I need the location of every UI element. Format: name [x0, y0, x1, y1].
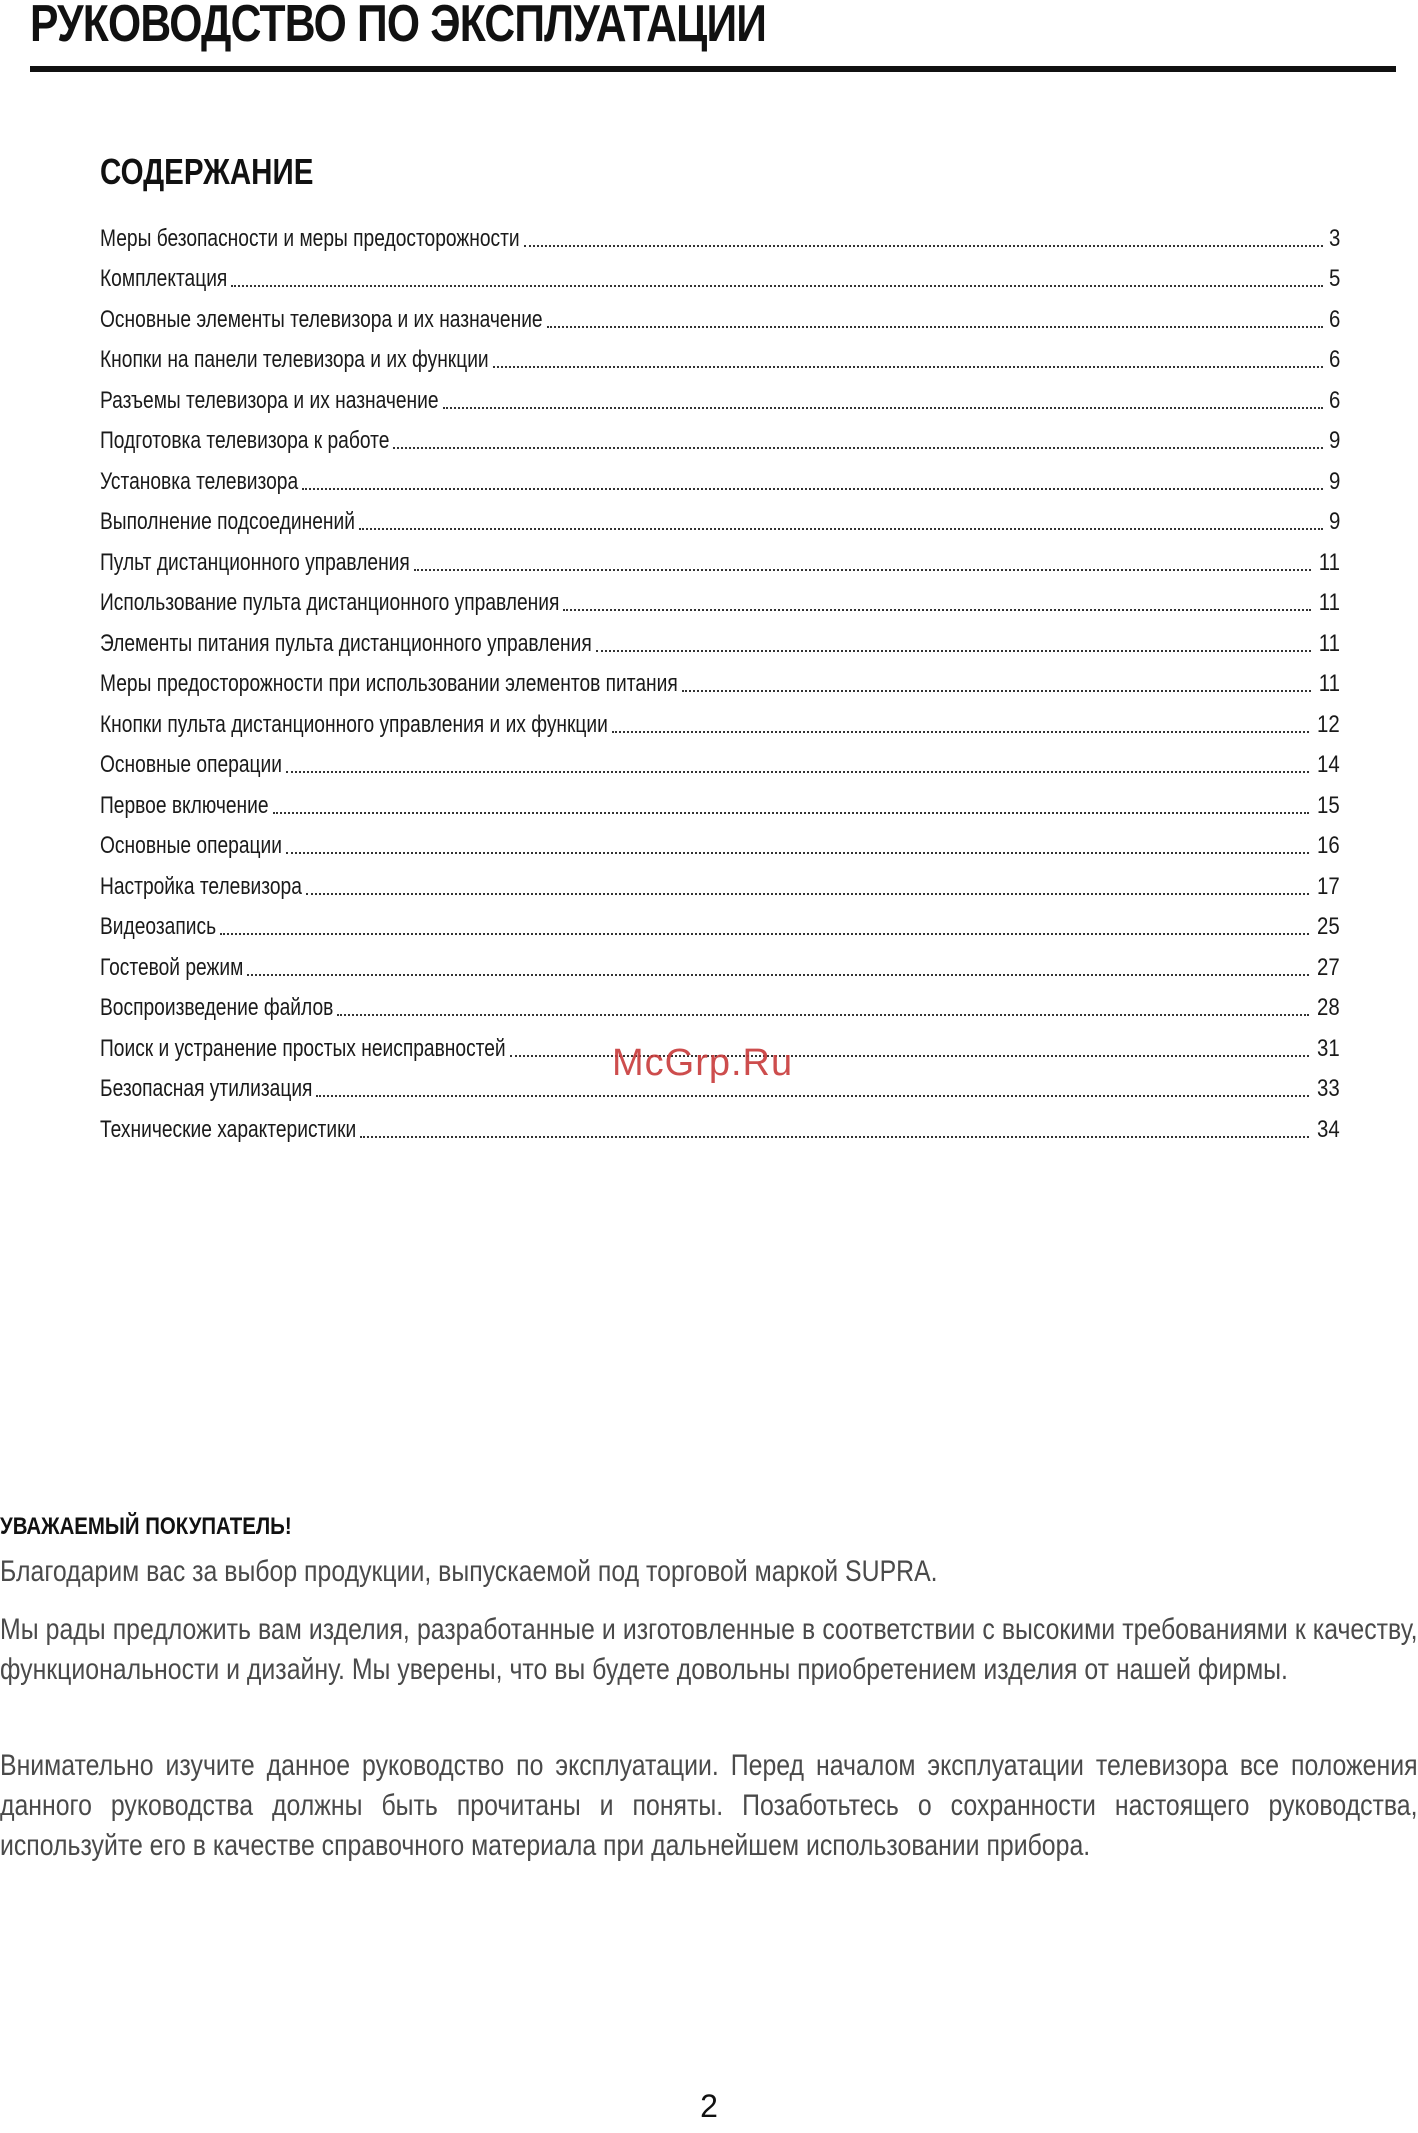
table-of-contents: [100, 150, 1340, 1144]
toc-leader-dots: [231, 284, 1322, 287]
toc-item-text: Пульт дистанционного управления: [100, 548, 410, 576]
toc-item-page: 27: [1317, 953, 1340, 981]
toc-leader-dots: [337, 1013, 1309, 1016]
toc-item: [100, 496, 1340, 537]
toc-item-text: Видеозапись: [100, 913, 217, 940]
toc-item: [100, 982, 1340, 1023]
toc-item-text: Основные элементы телевизора и их назначение: [100, 305, 543, 333]
toc-item: [100, 860, 1340, 901]
toc-leader-dots: [286, 851, 1309, 854]
toc-item-text-wrap: [100, 1035, 506, 1063]
toc-leader-dots: [359, 527, 1323, 530]
toc-item-text-wrap: [100, 1075, 312, 1103]
toc-item-text: Кнопки пульта дистанционного управления и их функции: [100, 710, 608, 738]
page-number: 2: [700, 2088, 718, 2124]
toc-item-text: Основные операции: [100, 751, 282, 778]
toc-item-text-wrap: [100, 387, 439, 415]
page-header: [30, 0, 1396, 72]
toc-item-page: 5: [1328, 265, 1340, 292]
toc-leader-dots: [563, 608, 1311, 611]
toc-item-text: Основные операции: [100, 832, 282, 859]
intro-paragraph-3: Внимательно изучите данное руководство по эксплуатации. Перед началом эксплуатации телевизора все положения данного руководства должны быть прочитаны и поняты. Позаботьтесь о сохранности настоящего руководства, используйте его в качестве справочного материала при дальнейшем использовании прибора.: [0, 1749, 1418, 1862]
toc-item-text: Меры безопасности и меры предосторожности: [100, 224, 520, 252]
toc-item: [100, 374, 1340, 415]
toc-leader-dots: [220, 932, 1309, 935]
toc-item-text: Первое включение: [100, 791, 269, 819]
toc-item-text-wrap: [100, 427, 389, 455]
intro-paragraph-1: Благодарим вас за выбор продукции, выпускаемой под торговой маркой SUPRA.: [0, 1555, 938, 1588]
toc-item-text-wrap: [100, 265, 227, 293]
toc-item-page: 28: [1317, 994, 1340, 1021]
toc-item-page: 14: [1317, 751, 1340, 778]
toc-item-page: 9: [1328, 508, 1340, 535]
toc-item-page: 9: [1328, 427, 1340, 454]
toc-leader-dots: [360, 1135, 1309, 1138]
toc-item-page: 6: [1328, 386, 1340, 414]
toc-item-text-wrap: [100, 994, 333, 1022]
toc-item-text-wrap: [100, 225, 520, 253]
toc-item: [100, 577, 1340, 618]
toc-item-text-wrap: [100, 751, 282, 779]
toc-item: [100, 779, 1340, 820]
toc-item-text-wrap: [100, 630, 592, 658]
toc-item-page: 16: [1317, 832, 1340, 859]
toc-leader-dots: [286, 770, 1309, 773]
toc-item-page: 3: [1328, 224, 1340, 252]
toc-item: [100, 698, 1340, 739]
toc-item-text-wrap: [100, 508, 355, 536]
toc-item: [100, 658, 1340, 699]
toc-item-page: 11: [1318, 589, 1340, 616]
toc-item: [100, 536, 1340, 577]
toc-leader-dots: [443, 406, 1323, 409]
toc-item: [100, 212, 1340, 253]
toc-item: [100, 617, 1340, 658]
toc-item-text: Разъемы телевизора и их назначение: [100, 386, 439, 414]
toc-item-text: Элементы питания пульта дистанционного управления: [100, 629, 592, 657]
toc-leader-dots: [596, 649, 1311, 652]
toc-item-text: Меры предосторожности при использовании элементов питания: [100, 670, 678, 697]
toc-item: [100, 415, 1340, 456]
toc-leader-dots: [302, 487, 1323, 490]
toc-item-text: Использование пульта дистанционного управления: [100, 589, 560, 616]
toc-item-text: Выполнение подсоединений: [100, 508, 355, 535]
toc-leader-dots: [414, 568, 1311, 571]
toc-item-page: 11: [1318, 670, 1340, 697]
toc-item: [100, 820, 1340, 861]
toc-item-text-wrap: [100, 468, 298, 496]
toc-item-text: Поиск и устранение простых неисправностей: [100, 1034, 506, 1062]
toc-item-text-wrap: [100, 954, 243, 982]
toc-item-text: Настройка телевизора: [100, 872, 302, 900]
intro-section: [0, 1512, 1418, 1906]
toc-item-page: 17: [1317, 872, 1340, 900]
toc-item-page: 6: [1328, 305, 1340, 333]
toc-leader-dots: [682, 689, 1311, 692]
toc-item-page: 15: [1317, 791, 1340, 819]
watermark-text: McGrp.Ru: [612, 1042, 794, 1084]
toc-leader-dots: [547, 325, 1323, 328]
toc-leader-dots: [612, 730, 1309, 733]
toc-item: [100, 334, 1340, 375]
toc-item-page: 33: [1317, 1075, 1340, 1102]
toc-leader-dots: [273, 811, 1310, 814]
toc-item: [100, 293, 1340, 334]
toc-item: [100, 253, 1340, 294]
toc-item-text: Технические характеристики: [100, 1115, 357, 1143]
toc-item-page: 9: [1328, 467, 1340, 495]
toc-item-text-wrap: [100, 711, 608, 739]
toc-item-text-wrap: [100, 346, 489, 374]
toc-item-page: 25: [1317, 913, 1340, 940]
toc-item-text-wrap: [100, 306, 543, 334]
toc-leader-dots: [493, 365, 1323, 368]
toc-leader-dots: [306, 892, 1309, 895]
page-title: РУКОВОДСТВО ПО ЭКСПЛУАТАЦИИ: [30, 0, 767, 53]
toc-item-text-wrap: [100, 589, 559, 617]
toc-item: [100, 739, 1340, 780]
toc-item-text-wrap: [100, 549, 410, 577]
toc-item-text: Кнопки на панели телевизора и их функции: [100, 346, 489, 373]
toc-leader-dots: [393, 446, 1322, 449]
toc-item-text-wrap: [100, 670, 678, 698]
toc-item-text: Установка телевизора: [100, 467, 299, 495]
toc-item: [100, 901, 1340, 942]
toc-item-page: 11: [1318, 548, 1340, 576]
toc-item-text-wrap: [100, 873, 302, 901]
toc-item-text: Воспроизведение файлов: [100, 994, 334, 1021]
toc-title: СОДЕРЖАНИЕ: [100, 151, 314, 192]
toc-item-text-wrap: [100, 913, 216, 941]
intro-paragraph-2: Мы рады предложить вам изделия, разработанные и изготовленные в соответствии с высокими требованиями к качеству, функциональности и дизайну. Мы уверены, что вы будете довольны приобретением изделия от нашей фирмы.: [0, 1613, 1418, 1686]
toc-item-text: Подготовка телевизора к работе: [100, 427, 390, 454]
toc-item-page: 34: [1317, 1115, 1340, 1143]
toc-item: [100, 941, 1340, 982]
toc-item: [100, 1103, 1340, 1144]
toc-item-text: Комплектация: [100, 265, 228, 292]
toc-item-text: Безопасная утилизация: [100, 1075, 313, 1102]
intro-heading: УВАЖАЕМЫЙ ПОКУПАТЕЛЬ!: [0, 1513, 292, 1540]
toc-item: [100, 455, 1340, 496]
toc-item-page: 31: [1317, 1034, 1340, 1062]
toc-item-text: Гостевой режим: [100, 953, 244, 981]
toc-item-text-wrap: [100, 1116, 356, 1144]
toc-leader-dots: [524, 244, 1323, 247]
toc-leader-dots: [316, 1094, 1309, 1097]
toc-item-text-wrap: [100, 832, 282, 860]
toc-item-page: 6: [1328, 346, 1340, 373]
toc-list: [100, 212, 1340, 1144]
toc-item-page: 11: [1318, 629, 1340, 657]
toc-item-text-wrap: [100, 792, 269, 820]
toc-item-page: 12: [1317, 710, 1340, 738]
toc-leader-dots: [247, 973, 1309, 976]
